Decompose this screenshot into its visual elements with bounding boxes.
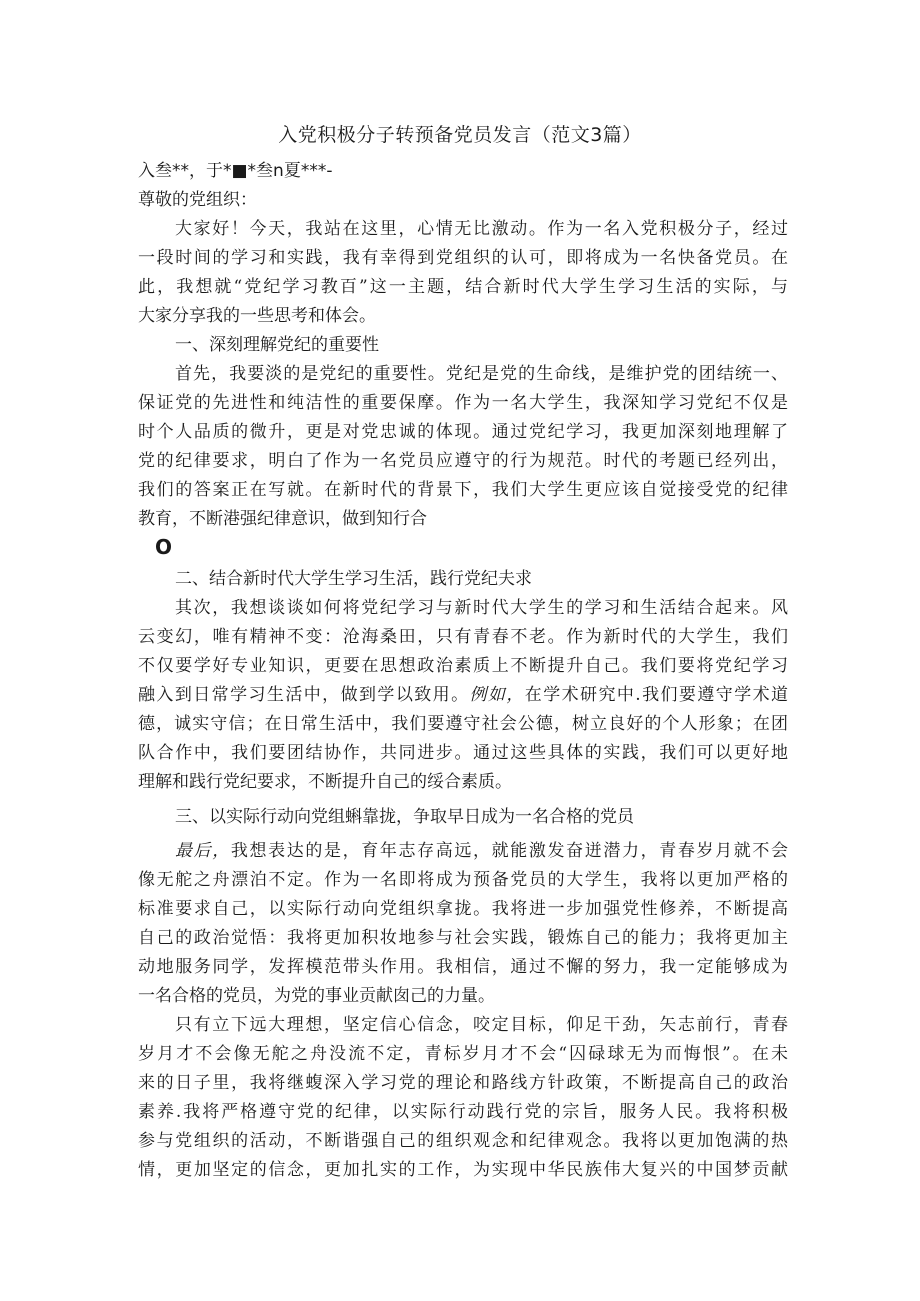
section-1-heading: 一、深刻理解党纪的重要性 [175, 335, 379, 355]
section-2-line-3: 不仅要学好专业知识，更要在思想政治素质上不断提升自己。我们要将党纪学习 [138, 656, 788, 676]
intro-line-2: 一段时间的学习和实践，我有幸得到党组织的认可，即将成为一名快备党员。在 [138, 248, 788, 268]
section-3-heading: 三、以实际行动向党组蝌靠拢，争取早日成为一名合格的党员 [175, 807, 634, 827]
section-3-line-3: 标准要求自己，以实际行动向党组织拿拢。我将进一步加强党性修养，不断提高 [138, 899, 788, 919]
section-2-line-6: 队合作中，我们要团结协作，共同进步。通过这些具体的实践，我们可以更好地 [138, 743, 788, 763]
section-3-line-1 [175, 840, 788, 862]
italic-phrase: 例如， [469, 685, 525, 705]
closing-line-3: 来的日子里，我将继蝮深入学习党的理论和路线方针政策，不断提高自己的政治 [138, 1073, 788, 1093]
closing-line-1: 只有立下远大理想，坚定信心信念，咬定目标，仰足干劲，矢志前行，青春 [175, 1015, 788, 1035]
section-1-line-3: 时个人品质的微升，更是对党忠诚的体现。通过党纪学习，我更加深刻地理解了 [138, 422, 788, 442]
section-2-line-4-tail: 在学术研究中.我们要遵守学术道 [524, 685, 788, 705]
section-3-line-2: 像无舵之舟漂泊不定。作为一名即将成为预备党员的大学生，我将以更加严格的 [138, 870, 788, 890]
closing-line-4: 素养.我将严格遵守党的纪律，以实际行动践行党的宗旨，服务人民。我将积极 [138, 1102, 788, 1122]
closing-line-5: 参与党组织的活动，不断谐强自己的组织观念和纪律观念。我将以更加饱满的热 [138, 1131, 788, 1151]
document-title: 入党积极分子转预备党员发言（范文3篇） [278, 124, 642, 146]
section-3-line-6: 一名合格的党员，为党的事业贡献囱己的力量。 [138, 986, 495, 1006]
salutation: 尊敬的党组织： [138, 190, 257, 210]
intro-line-4: 大家分享我的一些思考和体会。 [138, 306, 376, 326]
closing-line-2: 岁月才不会像无舵之舟没流不定，青标岁月才不会“囚碌球无为而悔恨”。在未 [138, 1044, 788, 1064]
section-1-line-2: 保证党的先进性和纯洁性的重要保摩。作为一名大学生，我深知学习党纪不仅是 [138, 393, 788, 413]
stray-character: O [155, 535, 173, 559]
section-1-line-6: 教育，不断港强纪律意识，做到知行合 [138, 509, 427, 529]
section-2-line-4 [138, 684, 788, 706]
section-3-line-4: 自己的政治觉悟：我将更加积妆地参与社会实践，锻炼自己的能力；我将更加主 [138, 928, 788, 948]
intro-line-1: 大家好！今天，我站在这里，心情无比激动。作为一名入党积极分子，经过 [175, 219, 788, 239]
section-1-line-5: 我们的答案正在写就。在新时代的背景下，我们大学生更应该自觉接受党的纪律 [138, 480, 788, 500]
closing-line-6: 情，更加坚定的信念，更加扎实的工作，为实现中华民族伟大复兴的中国梦贡献 [138, 1160, 788, 1180]
intro-line-3: 此，我想就“党纪学习教百”这一主题，结合新时代大学生学习生活的实际，与 [138, 277, 788, 297]
italic-phrase: 最后， [175, 841, 231, 861]
section-1-line-1: 首先，我要淡的是党纪的重要性。党纪是党的生命线，是维护党的团结统一、 [175, 364, 788, 384]
section-2-line-4-head: 融入到日常学习生活中，做到学以致用。 [138, 685, 470, 705]
section-1-line-4: 党的纪律要求，明白了作为一名党员应遵守的行为规范。时代的考题已经列出， [138, 451, 788, 471]
section-3-line-5: 动地服务同学，发挥模范带头作用。我相信，通过不懈的努力，我一定能够成为 [138, 957, 788, 977]
subtitle-line: 入叁**，于*■*叁n夏***- [138, 161, 333, 181]
section-2-line-7: 理解和践行党纪要求，不断提升自己的绥合素质。 [138, 772, 512, 792]
section-3-line-1-tail: 我想表达的是，育年志存高远，就能激发奋迸潜力，青春岁月就不会 [230, 841, 788, 861]
section-2-line-1: 其次，我想谈谈如何将党纪学习与新时代大学生的学习和生活结合起来。风 [175, 598, 788, 618]
section-2-heading: 二、结合新时代大学生学习生活，践行党纪夫求 [175, 569, 532, 589]
section-2-line-5: 德，诚实守信；在日常生活中，我们要遵守社会公德，树立良好的个人形象；在团 [138, 714, 788, 734]
section-2-line-2: 云变幻，唯有精神不变：沧海桑田，只有青春不老。作为新时代的大学生，我们 [138, 627, 788, 647]
